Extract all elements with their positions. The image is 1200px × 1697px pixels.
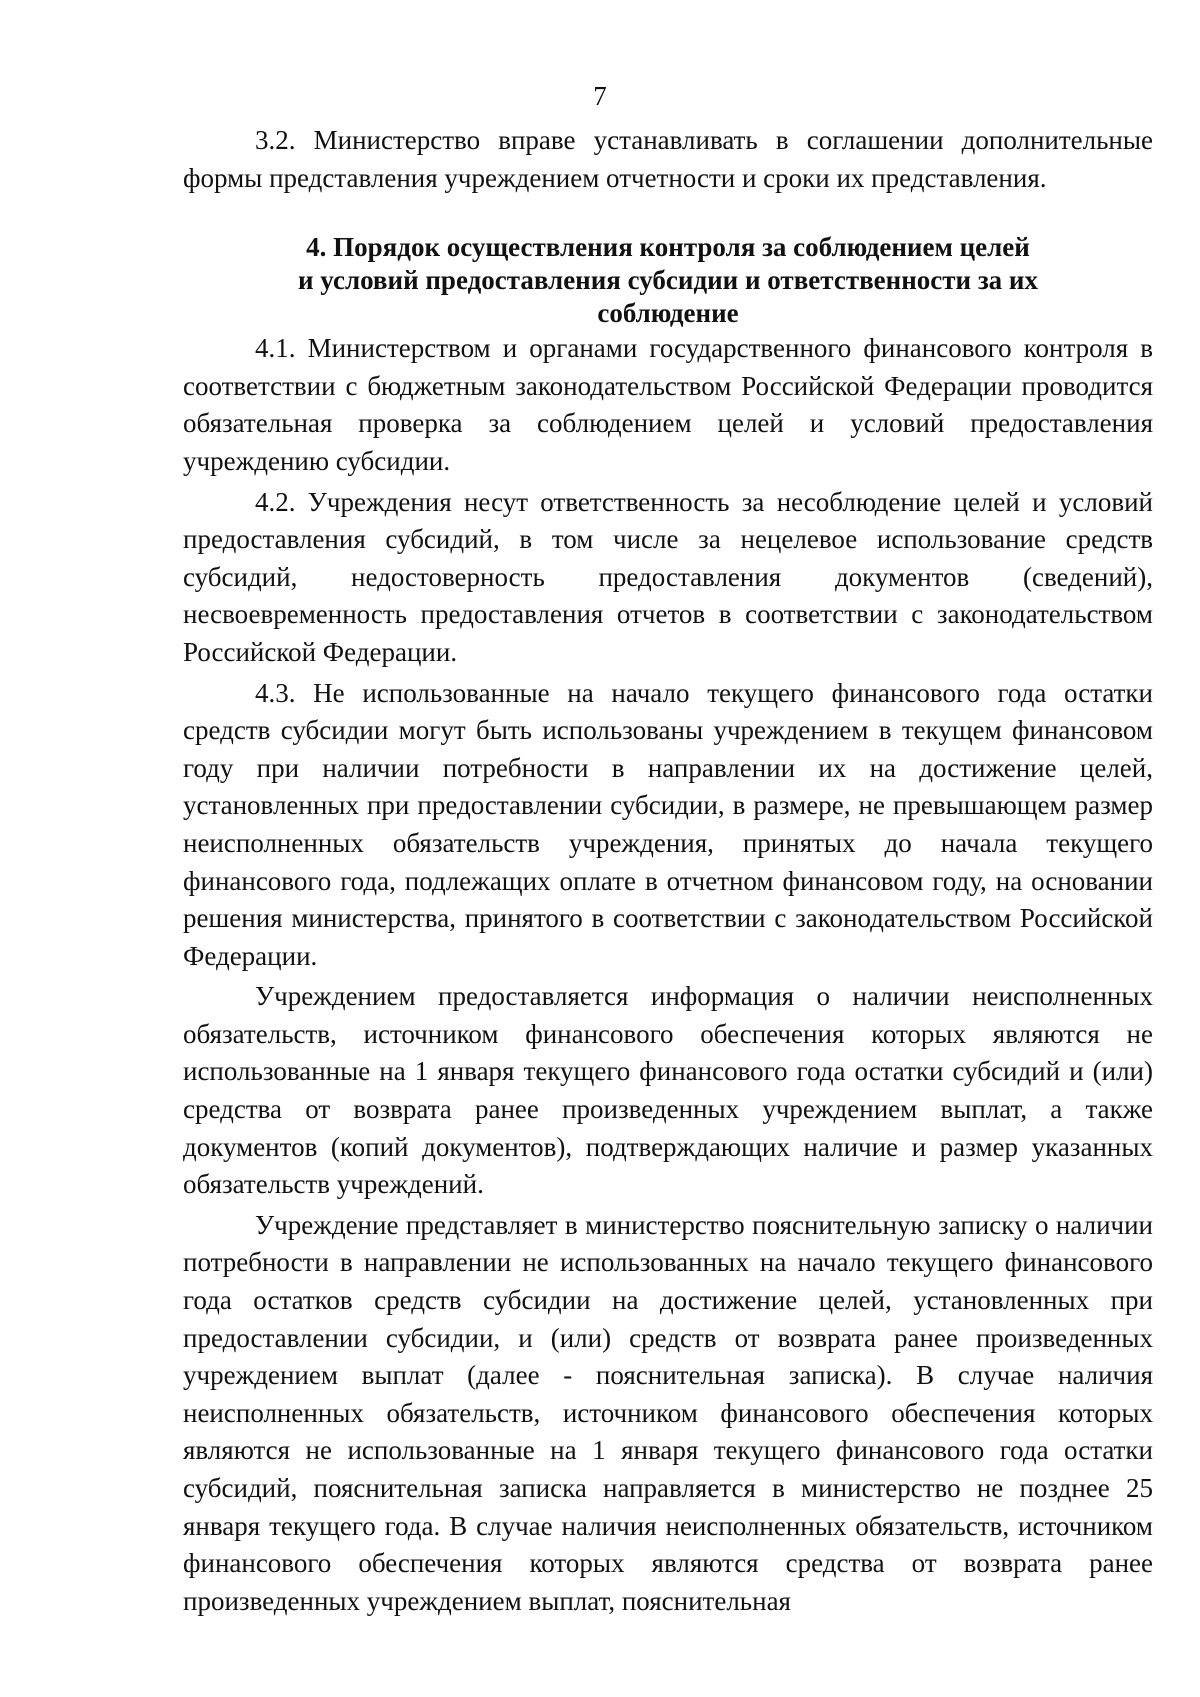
paragraph-4-3: 4.3. Не использованные на начало текущего финансового года остатки средств субсидии могут быть использованы учреждением в текущем финансовом году при наличии потребности в направлении их на достижение целей, установленных при предоставлении субсидии, в размере, не превышающем размер неисполненных обязательств учреждения, принятых до начала текущего финансового года, подлежащих оплате в отчетном финансовом году, на основании решения министерства, принятого в соответствии с законодательством Российской Федерации. [183, 677, 1153, 971]
paragraph-information: Учреждением предоставляется информация о наличии неисполненных обязательств, источником финансового обеспечения которых являются не использованные на 1 января текущего финансового года остатки субсидий и (или) средства от возврата ранее произведенных учреждением выплат, а также документов (копий документов), подтверждающих наличие и размер указанных обязательств учреждений. [183, 981, 1153, 1200]
paragraph-4-1: 4.1. Министерством и органами государственного финансового контроля в соответствии с бюджетным законодательством Российской Федерации проводится обязательная проверка за соблюдением целей и условий предоставления учреждению субсидии. [183, 333, 1153, 476]
paragraph-3-2: 3.2. Министерство вправе устанавливать в соглашении дополнительные формы представления учреждением отчетности и сроки их представления. [183, 125, 1153, 193]
document-body [183, 122, 1153, 1620]
page-number: 7 [593, 81, 607, 111]
section-heading-line: 4. Порядок осуществления контроля за соблюдением целей [306, 232, 1030, 263]
section-heading-line: соблюдение [597, 298, 739, 329]
paragraph-explanatory-note: Учреждение представляет в министерство пояснительную записку о наличии потребности в направлении не использованных на начало текущего финансового года остатков средств субсидии на достижение целей, установленных при предоставлении субсидии, и (или) средств от возврата ранее произведенных учреждением выплат (далее - пояснительная записка). В случае наличия неисполненных обязательств, источником финансового обеспечения которых являются не использованные на 1 января текущего финансового года остатки субсидий, пояснительная записка направляется в министерство не позднее 25 января текущего года. В случае наличия неисполненных обязательств, источником финансового обеспечения которых являются средства от возврата ранее произведенных учреждением выплат, пояснительная [183, 1209, 1153, 1616]
section-heading-line: и условий предоставления субсидии и ответственности за их [298, 265, 1038, 296]
paragraph-4-2: 4.2. Учреждения несут ответственность за несоблюдение целей и условий предоставления субсидий, в том числе за нецелевое использование средств субсидий, недостоверность предоставления документов (сведений), несвоевременность предоставления отчетов в соответствии с законодательством Российской Федерации. [183, 486, 1153, 667]
section-heading [183, 231, 1153, 330]
